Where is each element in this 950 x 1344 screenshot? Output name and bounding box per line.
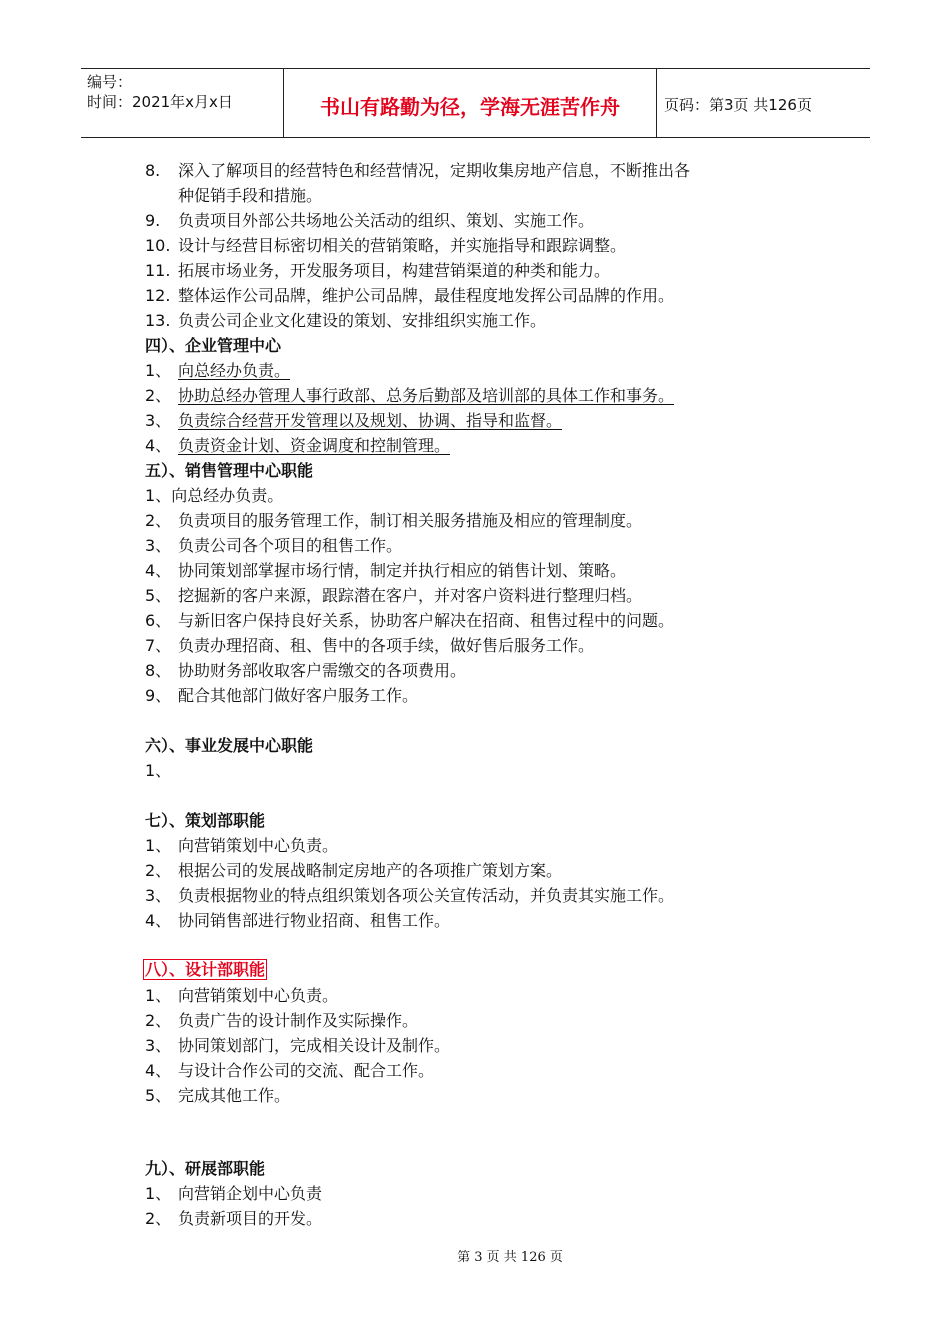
motto: 书山有路勤为径，学海无涯苦作舟	[320, 95, 620, 119]
list-item: 5、 完成其他工作。	[145, 1086, 291, 1105]
list-item: 3、 负责综合经营开发管理以及规划、协调、指导和监督。	[145, 411, 563, 430]
list-item: 10. 设计与经营目标密切相关的营销策略，并实施指导和跟踪调整。	[145, 236, 627, 255]
list-item: 8、 协助财务部收取客户需缴交的各项费用。	[145, 661, 467, 680]
header-meta-cell	[81, 69, 283, 137]
section-heading: 六）、事业发展中心职能	[145, 736, 314, 755]
number-label: 编号：	[87, 73, 133, 91]
section-heading-highlighted: 八）、设计部职能	[145, 960, 266, 979]
section-heading: 七）、策划部职能	[145, 811, 266, 830]
list-item: 2、 负责广告的设计制作及实际操作。	[145, 1011, 419, 1030]
list-item: 2、 负责项目的服务管理工作，制订相关服务措施及相应的管理制度。	[145, 511, 643, 530]
list-item: 1、向总经办负责。	[145, 486, 284, 505]
list-item: 3、 协同策划部门，完成相关设计及制作。	[145, 1036, 451, 1055]
date-label: 时间：2021年x月x日	[87, 93, 233, 111]
list-item: 1、 向营销企划中心负责	[145, 1184, 323, 1203]
section-heading: 四）、企业管理中心	[145, 336, 282, 355]
header-page-cell	[656, 69, 870, 137]
list-item: 4、 协同销售部进行物业招商、租售工作。	[145, 911, 451, 930]
list-item: 4、 负责资金计划、资金调度和控制管理。	[145, 436, 451, 455]
list-item: 11. 拓展市场业务，开发服务项目，构建营销渠道的种类和能力。	[145, 261, 611, 280]
list-item: 1、	[145, 761, 172, 780]
list-item: 12. 整体运作公司品牌，维护公司品牌，最佳程度地发挥公司品牌的作用。	[145, 286, 675, 305]
list-item: 3、 负责根据物业的特点组织策划各项公关宣传活动，并负责其实施工作。	[145, 886, 675, 905]
list-item: 2、 根据公司的发展战略制定房地产的各项推广策划方案。	[145, 861, 563, 880]
list-item: 4、 协同策划部掌握市场行情，制定并执行相应的销售计划、策略。	[145, 561, 627, 580]
page-info: 页码：第3页 共126页	[664, 96, 812, 114]
list-item: 7、 负责办理招商、租、售中的各项手续，做好售后服务工作。	[145, 636, 595, 655]
list-item: 6、 与新旧客户保持良好关系，协助客户解决在招商、租售过程中的问题。	[145, 611, 675, 630]
list-item: 3、 负责公司各个项目的租售工作。	[145, 536, 403, 555]
list-item: 1、 向营销策划中心负责。	[145, 836, 339, 855]
list-item: 1、 向营销策划中心负责。	[145, 986, 339, 1005]
page-header	[81, 68, 870, 138]
list-item: 4、 与设计合作公司的交流、配合工作。	[145, 1061, 435, 1080]
header-motto-cell	[283, 69, 657, 137]
list-item: 9、 配合其他部门做好客户服务工作。	[145, 686, 419, 705]
list-item-continuation: 种促销手段和措施。	[178, 186, 323, 205]
list-item: 9. 负责项目外部公共场地公关活动的组织、策划、实施工作。	[145, 211, 595, 230]
section-heading: 五）、销售管理中心职能	[145, 461, 314, 480]
list-item: 13. 负责公司企业文化建设的策划、安排组织实施工作。	[145, 311, 547, 330]
list-item: 8. 深入了解项目的经营特色和经营情况，定期收集房地产信息，不断推出各	[145, 161, 691, 180]
list-item: 2、 协助总经办管理人事行政部、总务后勤部及培训部的具体工作和事务。	[145, 386, 675, 405]
list-item: 1、 向总经办负责。	[145, 361, 291, 380]
page-footer: 第 3 页 共 126 页	[457, 1250, 563, 1265]
section-heading: 九）、研展部职能	[145, 1159, 266, 1178]
list-item: 5、 挖掘新的客户来源，跟踪潜在客户，并对客户资料进行整理归档。	[145, 586, 643, 605]
list-item: 2、 负责新项目的开发。	[145, 1209, 323, 1228]
